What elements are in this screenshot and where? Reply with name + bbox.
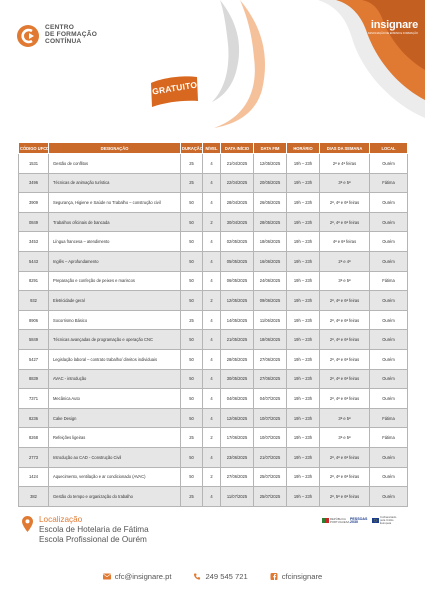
cell-code: 5443: [19, 251, 49, 271]
cell-code: 382: [19, 487, 49, 507]
cell-weekdays: 2ª, 4ª e 6ª feiras: [320, 369, 370, 389]
cfc-logo-text: [45, 24, 97, 46]
cell-duration: 25: [181, 487, 203, 507]
header-location: LOCAL: [370, 143, 408, 154]
cell-start-date: 12/05/2025: [221, 291, 254, 311]
table-row: [19, 487, 408, 507]
cell-duration: 50: [181, 467, 203, 487]
cell-start-date: 22/04/2025: [221, 173, 254, 193]
header-duration: DURAÇÃO: [181, 143, 203, 154]
cell-schedule: 19h – 23h: [287, 173, 320, 193]
cell-end-date: 24/06/2025: [254, 271, 287, 291]
table-body: [19, 154, 408, 507]
cell-start-date: 06/05/2025: [221, 271, 254, 291]
cell-location: Fátima: [370, 271, 408, 291]
cell-location: Ourém: [370, 389, 408, 409]
cell-designation: Legislação laboral – contrato trabalho/ direitos individuais: [49, 349, 181, 369]
cell-duration: 50: [181, 212, 203, 232]
cell-designation: AVAC - introdução: [49, 369, 181, 389]
table-row: [19, 271, 408, 291]
org-line-3: CONTÍNUA: [45, 38, 82, 46]
cell-schedule: 19h – 23h: [287, 428, 320, 448]
table-row: [19, 154, 408, 174]
cell-level: 4: [203, 271, 221, 291]
cell-level: 4: [203, 193, 221, 213]
cell-location: Fátima: [370, 408, 408, 428]
org-line-2: DE FORMAÇÃO: [45, 31, 98, 39]
table-row: [19, 193, 408, 213]
cell-duration: 50: [181, 447, 203, 467]
brand-name: insignare: [370, 19, 418, 31]
table-row: [19, 467, 408, 487]
cell-start-date: 30/05/2025: [221, 369, 254, 389]
cell-start-date: 02/05/2025: [221, 232, 254, 252]
cell-start-date: 23/06/2025: [221, 447, 254, 467]
cell-code: 8291: [19, 271, 49, 291]
cell-code: 8839: [19, 369, 49, 389]
email-text: cfc@insignare.pt: [114, 572, 172, 581]
cell-designation: Mecânica Auto: [49, 389, 181, 409]
cell-code: 7371: [19, 389, 49, 409]
cell-end-date: 10/07/2025: [254, 428, 287, 448]
cell-level: 2: [203, 212, 221, 232]
cell-weekdays: 3ª e 5ª: [320, 173, 370, 193]
cell-duration: 25: [181, 310, 203, 330]
cell-end-date: 25/07/2025: [254, 487, 287, 507]
cell-designation: Inglês – Aprofundamento: [49, 251, 181, 271]
cell-location: Fátima: [370, 428, 408, 448]
phone-icon: [193, 573, 201, 580]
table-row: [19, 291, 408, 311]
cell-location: Ourém: [370, 310, 408, 330]
cell-weekdays: 2ª e 4ª: [320, 251, 370, 271]
cell-level: 4: [203, 349, 221, 369]
header-weekdays: DIAS DA SEMANA: [320, 143, 370, 154]
cell-schedule: 19h – 23h: [287, 369, 320, 389]
contact-bar: [0, 572, 425, 581]
cell-level: 4: [203, 232, 221, 252]
cell-code: 0849: [19, 212, 49, 232]
cell-weekdays: 4ª e 6ª feiras: [320, 232, 370, 252]
cell-level: 4: [203, 173, 221, 193]
cell-designation: Eletricidade geral: [49, 291, 181, 311]
cell-code: 2773: [19, 447, 49, 467]
cell-end-date: 12/05/2025: [254, 154, 287, 174]
table-row: [19, 251, 408, 271]
cell-end-date: 21/07/2025: [254, 447, 287, 467]
cfc-logo: [16, 24, 97, 48]
cell-weekdays: 3ª e 5ª: [320, 271, 370, 291]
cell-start-date: 21/05/2025: [221, 330, 254, 350]
header-schedule: HORÁRIO: [287, 143, 320, 154]
cell-schedule: 19h – 23h: [287, 408, 320, 428]
table-header-row: [19, 143, 408, 154]
cell-code: 5427: [19, 349, 49, 369]
insignare-logo: [348, 19, 418, 35]
republica-flag-icon: [322, 518, 329, 523]
table-row: [19, 349, 408, 369]
cell-end-date: 09/06/2025: [254, 291, 287, 311]
cell-designation: Técnicas avançadas de programação e operação CNC: [49, 330, 181, 350]
cell-weekdays: 2ª, 4ª e 6ª feiras: [320, 467, 370, 487]
pessoas-logo: [350, 518, 368, 524]
cell-weekdays: 2ª, 4ª e 6ª feiras: [320, 291, 370, 311]
header-designation: DESIGNAÇÃO: [49, 143, 181, 154]
cell-start-date: 04/06/2025: [221, 389, 254, 409]
location-pin-icon: [22, 516, 33, 532]
cell-start-date: 05/05/2025: [221, 251, 254, 271]
cell-code: 3453: [19, 232, 49, 252]
cell-weekdays: 2ª, 4ª e 6ª feiras: [320, 212, 370, 232]
contact-social[interactable]: [270, 572, 323, 581]
facebook-icon: [270, 573, 278, 580]
cell-duration: 50: [181, 291, 203, 311]
table-row: [19, 173, 408, 193]
cell-duration: 50: [181, 369, 203, 389]
cell-duration: 50: [181, 349, 203, 369]
cell-code: 5849: [19, 330, 49, 350]
cell-schedule: 19h – 23h: [287, 487, 320, 507]
cell-end-date: 28/05/2025: [254, 212, 287, 232]
cell-weekdays: 2ª, 5ª e 6ª feiras: [320, 487, 370, 507]
cell-code: 3909: [19, 193, 49, 213]
cell-level: 4: [203, 310, 221, 330]
location-block: [22, 515, 149, 545]
cell-location: Ourém: [370, 212, 408, 232]
cell-schedule: 19h – 23h: [287, 349, 320, 369]
cell-weekdays: 2ª, 4ª e 6ª feiras: [320, 349, 370, 369]
cell-level: 4: [203, 447, 221, 467]
cell-location: Ourém: [370, 154, 408, 174]
cell-start-date: 14/05/2025: [221, 310, 254, 330]
cell-schedule: 19h – 23h: [287, 232, 320, 252]
cell-code: 8268: [19, 428, 49, 448]
cell-location: Ourém: [370, 487, 408, 507]
cell-end-date: 20/05/2025: [254, 173, 287, 193]
cell-location: Fátima: [370, 173, 408, 193]
cell-location: Ourém: [370, 330, 408, 350]
cell-weekdays: 2ª e 4ª feiras: [320, 154, 370, 174]
cell-location: Ourém: [370, 291, 408, 311]
cell-designation: Refeições ligeiras: [49, 428, 181, 448]
table-row: [19, 232, 408, 252]
cell-location: Ourém: [370, 447, 408, 467]
cell-level: 2: [203, 467, 221, 487]
header-level: NÍVEL: [203, 143, 221, 154]
cell-end-date: 18/06/2025: [254, 330, 287, 350]
cell-start-date: 12/06/2025: [221, 408, 254, 428]
cell-designation: Trabalhos oficinais de bancada: [49, 212, 181, 232]
cell-code: 1531: [19, 154, 49, 174]
cell-schedule: 19h – 23h: [287, 251, 320, 271]
org-line-1: CENTRO: [45, 24, 75, 31]
cell-start-date: 28/05/2025: [221, 349, 254, 369]
table-row: [19, 428, 408, 448]
cell-schedule: 19h – 23h: [287, 193, 320, 213]
cell-weekdays: 3ª e 5ª: [320, 428, 370, 448]
cell-end-date: 25/07/2025: [254, 467, 287, 487]
contact-email[interactable]: [103, 572, 172, 581]
cell-duration: 50: [181, 330, 203, 350]
cell-end-date: 04/07/2025: [254, 389, 287, 409]
header-code: CÓDIGO UFCD: [19, 143, 49, 154]
cfc-logo-icon: [16, 24, 40, 48]
cell-level: 4: [203, 251, 221, 271]
cell-location: Ourém: [370, 467, 408, 487]
cell-duration: 50: [181, 271, 203, 291]
cell-schedule: 19h – 23h: [287, 310, 320, 330]
free-badge: GRATUITO: [151, 79, 198, 97]
cell-code: 1424: [19, 467, 49, 487]
cell-schedule: 19h – 23h: [287, 271, 320, 291]
cell-designation: Língua francesa – atendimento: [49, 232, 181, 252]
cell-level: 4: [203, 389, 221, 409]
cell-designation: Técnicas de animação turística: [49, 173, 181, 193]
email-icon: [103, 573, 111, 580]
cell-duration: 25: [181, 428, 203, 448]
cell-duration: 50: [181, 232, 203, 252]
location-line-1: Escola de Hotelaria de Fátima: [39, 525, 149, 534]
cell-start-date: 27/06/2025: [221, 467, 254, 487]
location-title: Localização: [39, 515, 83, 524]
cell-schedule: 19h – 23h: [287, 389, 320, 409]
cell-level: 2: [203, 291, 221, 311]
cell-weekdays: 2ª, 4ª e 6ª feiras: [320, 193, 370, 213]
cell-designation: Segurança, Higiene e Saúde no Trabalho – construção civil: [49, 193, 181, 213]
cell-end-date: 16/06/2025: [254, 251, 287, 271]
cell-weekdays: 2ª, 4ª e 6ª feiras: [320, 310, 370, 330]
cell-designation: Cake Design: [49, 408, 181, 428]
cell-end-date: 18/06/2025: [254, 232, 287, 252]
eu-flag-icon: [372, 518, 379, 523]
cell-end-date: 11/06/2025: [254, 310, 287, 330]
cell-duration: 50: [181, 193, 203, 213]
cell-weekdays: 2ª, 4ª e 6ª feiras: [320, 330, 370, 350]
cell-schedule: 19h – 23h: [287, 330, 320, 350]
cell-schedule: 19h – 23h: [287, 212, 320, 232]
cell-schedule: 19h – 23h: [287, 154, 320, 174]
cell-end-date: 27/06/2025: [254, 349, 287, 369]
table-row: [19, 447, 408, 467]
cell-code: 932: [19, 291, 49, 311]
phone-text: 249 545 721: [205, 572, 248, 581]
contact-phone[interactable]: [193, 572, 247, 581]
cell-start-date: 30/04/2025: [221, 212, 254, 232]
table-row: [19, 330, 408, 350]
cell-weekdays: 2ª, 4ª e 6ª feiras: [320, 447, 370, 467]
cell-level: 4: [203, 408, 221, 428]
cell-designation: Socorrismo Básico: [49, 310, 181, 330]
republica-logo-text: REPÚBLICA PORTUGUESA: [330, 516, 350, 524]
republica-logo: [322, 516, 350, 524]
table-row: [19, 408, 408, 428]
cell-duration: 50: [181, 389, 203, 409]
cell-code: 8236: [19, 408, 49, 428]
table-row: [19, 369, 408, 389]
cell-code: 3496: [19, 173, 49, 193]
cell-location: Ourém: [370, 193, 408, 213]
cell-code: 8906: [19, 310, 49, 330]
course-table-container: [18, 142, 407, 507]
cell-location: Ourém: [370, 369, 408, 389]
table-row: [19, 310, 408, 330]
cell-start-date: 28/04/2025: [221, 193, 254, 213]
cell-designation: Introdução ao CAD - Construção Civil: [49, 447, 181, 467]
cell-location: Ourém: [370, 349, 408, 369]
funding-logos: [322, 516, 400, 525]
cell-start-date: 11/07/2025: [221, 487, 254, 507]
cell-level: 2: [203, 428, 221, 448]
eu-logo: [372, 516, 400, 525]
cell-end-date: 27/06/2025: [254, 369, 287, 389]
cell-designation: Preparação e confeção de peixes e mariscos: [49, 271, 181, 291]
cell-duration: 50: [181, 251, 203, 271]
cell-level: 4: [203, 154, 221, 174]
cell-designation: Gestão do tempo e organização do trabalho: [49, 487, 181, 507]
pessoas-logo-text: PESSOAS 2030: [350, 516, 368, 524]
eu-logo-text: Cofinanciado pela União Europeia: [380, 515, 397, 525]
cell-schedule: 19h – 23h: [287, 467, 320, 487]
cell-level: 4: [203, 487, 221, 507]
social-text: cfcinsignare: [281, 572, 323, 581]
cell-level: 4: [203, 369, 221, 389]
cell-schedule: 19h – 23h: [287, 447, 320, 467]
table-row: [19, 212, 408, 232]
cell-level: 4: [203, 330, 221, 350]
cell-weekdays: 2ª, 4ª e 6ª feiras: [320, 389, 370, 409]
brand-tagline: ASSOCIAÇÃO DE ENSINO E FORMAÇÃO: [367, 32, 418, 35]
cell-duration: 25: [181, 173, 203, 193]
cell-start-date: 17/06/2025: [221, 428, 254, 448]
cell-start-date: 21/04/2025: [221, 154, 254, 174]
cell-end-date: 26/05/2025: [254, 193, 287, 213]
table-row: [19, 389, 408, 409]
course-table: [18, 142, 408, 507]
cell-weekdays: 3ª e 5ª: [320, 408, 370, 428]
cell-duration: 25: [181, 154, 203, 174]
cell-designation: Gestão de conflitos: [49, 154, 181, 174]
cell-location: Ourém: [370, 251, 408, 271]
cell-duration: 50: [181, 408, 203, 428]
cell-end-date: 10/07/2025: [254, 408, 287, 428]
cell-designation: Aquecimento, ventilação e ar condicionado (AVAC): [49, 467, 181, 487]
cell-location: Ourém: [370, 232, 408, 252]
header-end-date: DATA FIM: [254, 143, 287, 154]
cell-schedule: 19h – 23h: [287, 291, 320, 311]
header-start-date: DATA INÍCIO: [221, 143, 254, 154]
location-line-2: Escola Profissional de Ourém: [39, 535, 147, 544]
